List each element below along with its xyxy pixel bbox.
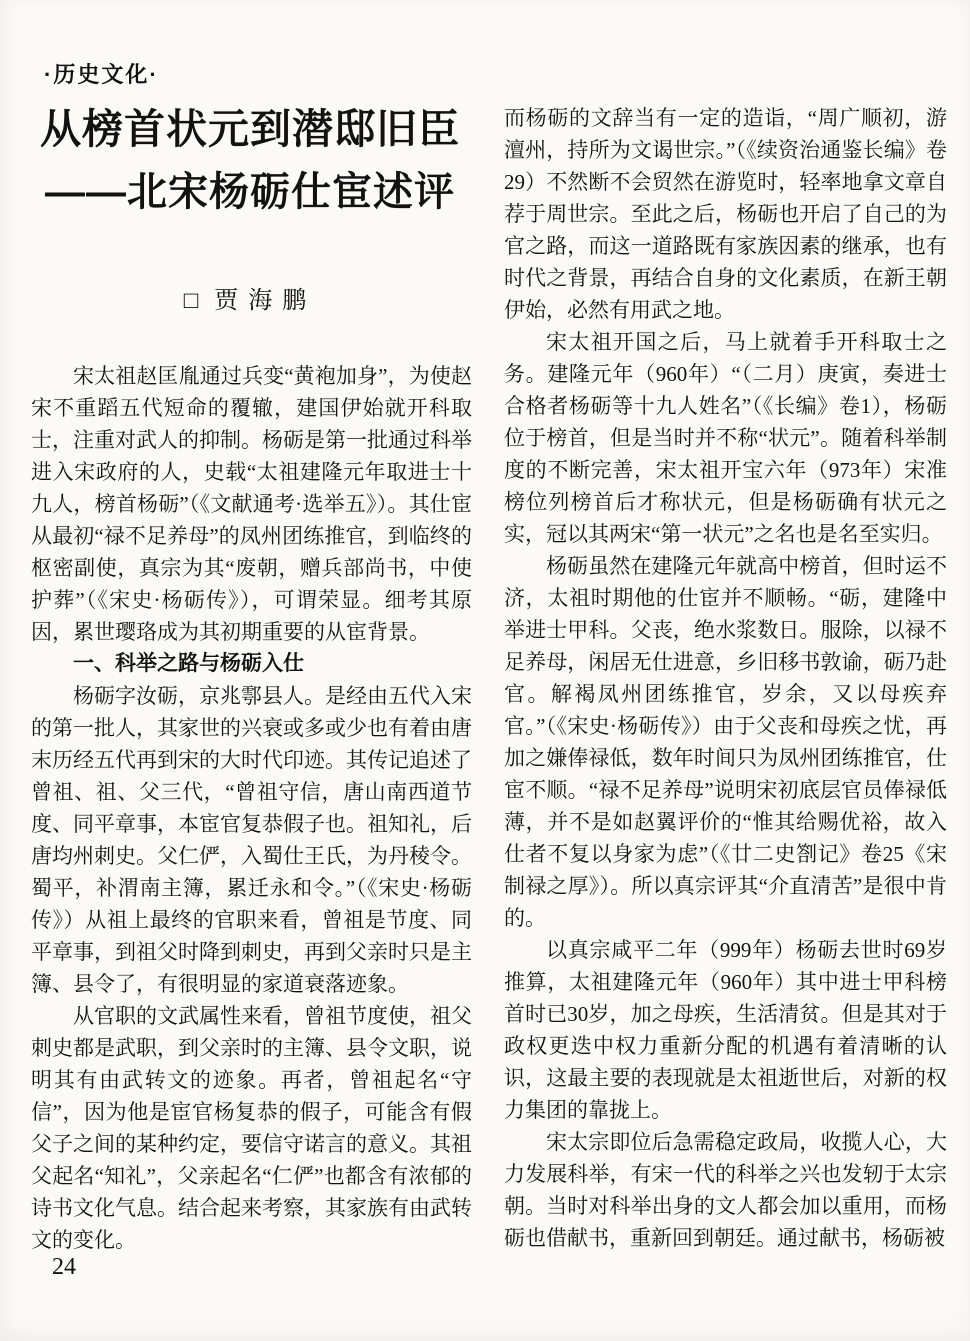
paragraph-age-analysis: 以真宗咸平二年（999年）杨砺去世时69岁推算，太祖建隆元年（960年）其中进士甲科榜首时已30岁，加之母疾，生活清贫。但是其对于政权更迭中权力重新分配的机遇有着清晰的认识，这最主要的表现就是太祖逝世后，对新的权力集团的靠拢上。 [504, 938, 947, 1122]
author-box-icon: □ [183, 288, 199, 314]
paragraph-imperial-exam: 宋太祖开国之后，马上就着手开科取士之务。建隆元年（960年）“（二月）庚寅，奏进士合格者杨砺等十九人姓名”（《长编》卷1），杨砺位于榜首，但是当时并不称“状元”。随着科举制度的不断完善，宋太祖开宝六年（973年）宋准榜位列榜首后才称状元，但是杨砺确有状元之实，冠以其两宋“第一状元”之名也是名至实归。 [504, 330, 947, 546]
right-column [504, 102, 947, 1254]
page-number: 24 [52, 1254, 76, 1280]
author-byline [28, 280, 472, 315]
paragraph-civil-military-shift: 从官职的文武属性来看，曾祖节度使，祖父刺史都是武职，到父亲时的主簿、县令文职，说明其有由武转文的迹象。再者，曾祖起名“守信”，因为他是宦官杨复恭的假子，可能含有假父子之间的某种约定，要信守诺言的意义。其祖父起名“知礼”，父亲起名“仁俨”也都含有浓郁的诗书文化气息。结合起来考察，其家族有由武转文的变化。 [31, 1004, 472, 1252]
column-category-label: ·历史文化· [44, 62, 159, 87]
paragraph-literary-talent: 而杨砺的文辞当有一定的造诣，“周广顺初，游澶州，持所为文谒世宗。”（《续资治通鉴长编》卷29）不然断不会贸然在游览时，轻率地拿文章自荐于周世宗。至此之后，杨砺也开启了自己的为官之路，而这一道路既有家族因素的继承，也有时代之背景，再结合自身的文化素质，在新王朝伊始，必然有用武之地。 [504, 106, 947, 322]
paragraph-intro: 宋太祖赵匡胤通过兵变“黄袍加身”，为使赵宋不重蹈五代短命的覆辙，建国伊始就开科取士，注重对武人的抑制。杨砺是第一批通过科举进入宋政府的人，史载“太祖建隆元年取进士十九人，榜首杨砺”（《文献通考·选举五》）。其仕宦从最初“禄不足养母”的凤州团练推官，到临终的枢密副使，真宗为其“废朝，赠兵部尚书，中使护葬”（《宋史·杨砺传》），可谓荣显。细考其原因，累世璎珞成为其初期重要的从宦背景。 [31, 364, 472, 644]
section-heading-1: 一、科举之路与杨砺入仕 [73, 652, 304, 675]
article-title [28, 106, 472, 215]
article-title-line-1: 从榜首状元到潜邸旧臣 [40, 106, 460, 152]
author-name: 贾海鹏 [214, 288, 317, 314]
paragraph-family-history: 杨砺字汝砺，京兆鄠县人。是经由五代入宋的第一批人，其家世的兴衰或多或少也有着由唐末历经五代再到宋的大时代印迹。其传记追述了曾祖、祖、父三代，“曾祖守信，唐山南西道节度、同平章事，本宦官复恭假子也。祖知礼，后唐均州刺史。父仁俨，入蜀仕王氏，为丹稜令。蜀平，补渭南主簿，累迁永和令。”（《宋史·杨砺传》）从祖上最终的官职来看，曾祖是节度、同平章事，到祖父时降到刺史，再到父亲时只是主簿、县令了，有很明显的家道衰落迹象。 [31, 684, 472, 996]
article-title-line-2: ——北宋杨砺仕宦述评 [45, 170, 455, 215]
paragraph-taizong-era: 宋太宗即位后急需稳定政局，收揽人心，大力发展科举，有宋一代的科举之兴也发轫于太宗朝。当时对科举出身的文人都会加以重用，而杨砺也借献书，重新回到朝廷。通过献书，杨砺被 [504, 1130, 947, 1250]
left-column [31, 360, 472, 1256]
paragraph-career-struggles: 杨砺虽然在建隆元年就高中榜首，但时运不济，太祖时期他的仕宦并不顺畅。“砺，建隆中举进士甲科。父丧，绝水浆数日。服除，以禄不足养母，闲居无仕进意，乡旧移书敦谕，砺乃赴官。解褐凤州团练推官，岁余，又以母疾弃官。”（《宋史·杨砺传》）由于父丧和母疾之忧，再加之嫌俸禄低，数年时间只为凤州团练推官，仕宦不顺。“禄不足养母”说明宋初底层官员俸禄低薄，并不是如赵翼评价的“惟其给赐优裕，故入仕者不复以身家为虑”（《廿二史劄记》卷25《宋制禄之厚》）。所以真宗评其“介直清苦”是很中肯的。 [504, 554, 947, 930]
